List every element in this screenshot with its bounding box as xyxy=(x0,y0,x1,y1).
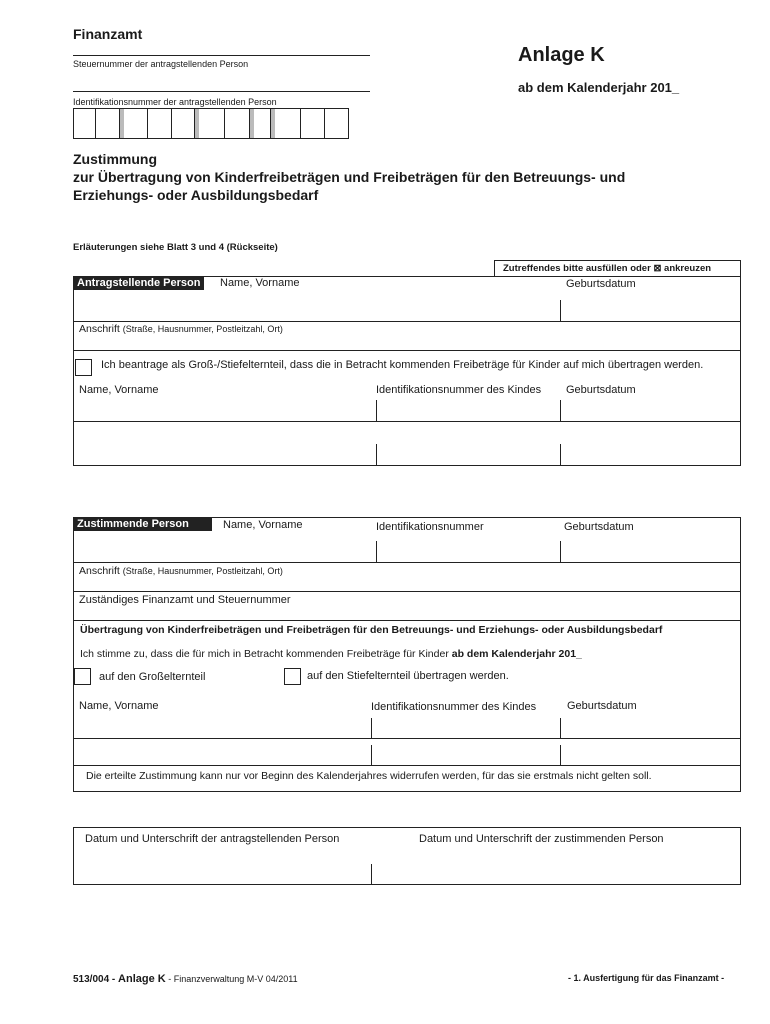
title-line3: Erziehungs- oder Ausbildungsbedarf xyxy=(73,187,319,203)
id-cell-divider xyxy=(95,109,96,138)
grandparent-option-label: auf den Großelternteil xyxy=(99,671,206,683)
applicant-address-field[interactable] xyxy=(73,335,741,350)
consenting-birth-label: Geburtsdatum xyxy=(564,521,634,533)
transfer-heading: Übertragung von Kinderfreibeträgen und Freibeträgen für den Betreuungs- und Erziehungs- oder Ausbildungsbedarf xyxy=(80,624,663,636)
consent-text-line xyxy=(80,648,582,660)
consent-child2-birth-field[interactable] xyxy=(561,739,740,765)
year-label: ab dem Kalenderjahr 201_ xyxy=(518,80,680,95)
consenting-name-field[interactable] xyxy=(73,535,375,562)
consenting-name-label: Name, Vorname xyxy=(223,519,303,531)
id-cell-divider xyxy=(224,109,225,138)
child2-id-field[interactable] xyxy=(377,422,559,465)
footer-code: 513/004 xyxy=(73,974,110,985)
applicant-signature-label: Datum und Unterschrift der antragstellenden Person xyxy=(85,833,340,845)
applicant-birth-field[interactable] xyxy=(561,293,740,321)
id-cell-separator xyxy=(119,109,124,138)
consent-child1-name-field[interactable] xyxy=(73,716,370,738)
applicant-birth-label: Geburtsdatum xyxy=(566,278,636,290)
consent-year: ab dem Kalenderjahr 201_ xyxy=(451,648,582,660)
row-divider xyxy=(73,765,741,766)
consenting-signature-label: Datum und Unterschrift der zustimmenden Person xyxy=(419,833,664,845)
applicant-name-label: Name, Vorname xyxy=(220,277,300,289)
consent-child1-id-field[interactable] xyxy=(372,716,559,738)
stepparent-option-label: auf den Stiefelternteil übertragen werden. xyxy=(307,670,509,682)
instruction-end: ankreuzen xyxy=(664,263,712,274)
consent-text: Ich stimme zu, dass die für mich in Betracht kommenden Freibeträge für Kinder xyxy=(80,648,449,660)
consent-child-id-label: Identifikationsnummer des Kindes xyxy=(371,701,537,713)
footer-left xyxy=(73,973,298,985)
id-cell-separator xyxy=(249,109,254,138)
id-cell-divider xyxy=(147,109,148,138)
consent-child2-id-field[interactable] xyxy=(372,739,559,765)
consent-child-name-label: Name, Vorname xyxy=(79,700,159,712)
consenting-id-label: Identifikationsnummer xyxy=(376,521,484,533)
consenting-office-field[interactable] xyxy=(73,607,741,620)
applicant-signature-field[interactable] xyxy=(73,848,370,884)
id-cell-separator xyxy=(194,109,199,138)
id-cell-divider xyxy=(324,109,325,138)
consent-child2-name-field[interactable] xyxy=(73,739,370,765)
applicant-name-field[interactable] xyxy=(73,293,559,321)
address-detail-text: (Straße, Hausnummer, Postleitzahl, Ort) xyxy=(122,566,283,576)
title-line2: zur Übertragung von Kinderfreibeträgen und Freibeträgen für den Betreuungs- und xyxy=(73,169,626,185)
consenting-id-field[interactable] xyxy=(377,535,559,562)
id-number-field[interactable] xyxy=(73,108,349,139)
grandparent-option-checkbox[interactable] xyxy=(74,668,91,685)
address-detail-text: (Straße, Hausnummer, Postleitzahl, Ort) xyxy=(122,324,283,334)
address-label-text: Anschrift xyxy=(79,565,120,577)
id-cell-separator xyxy=(270,109,275,138)
stepparent-option-checkbox[interactable] xyxy=(284,668,301,685)
footer-sep: - xyxy=(109,974,119,985)
footer-copy: - 1. Ausfertigung für das Finanzamt - xyxy=(568,973,725,983)
consent-child-birth-label: Geburtsdatum xyxy=(567,700,637,712)
consenting-address-label xyxy=(79,565,283,577)
office-label: Finanzamt xyxy=(73,26,143,42)
child1-birth-field[interactable] xyxy=(561,399,740,421)
child2-name-field[interactable] xyxy=(73,422,375,465)
consenting-office-label: Zuständiges Finanzamt und Steuernummer xyxy=(79,594,291,606)
revoke-note: Die erteilte Zustimmung kann nur vor Beginn des Kalenderjahres widerrufen werden, für das sie erstmals nicht gelten soll. xyxy=(86,770,652,782)
id-number-label: Identifikationsnummer der antragstellenden Person xyxy=(73,97,277,107)
grandparent-request-text: Ich beantrage als Groß-/Stiefelternteil, dass die in Betracht kommenden Freibeträge für Kinder auf mich übertragen werden. xyxy=(101,359,704,371)
child1-name-field[interactable] xyxy=(73,399,375,421)
consent-child1-birth-field[interactable] xyxy=(561,716,740,738)
footer-name: Anlage K xyxy=(118,973,166,985)
row-divider xyxy=(73,321,741,322)
id-number-line xyxy=(73,91,370,92)
consenting-signature-field[interactable] xyxy=(372,848,740,884)
address-label-text: Anschrift xyxy=(79,323,120,335)
row-divider xyxy=(73,620,741,621)
child-birth-label: Geburtsdatum xyxy=(566,384,636,396)
consenting-address-field[interactable] xyxy=(73,577,741,591)
child-name-label: Name, Vorname xyxy=(79,384,159,396)
row-divider xyxy=(73,350,741,351)
row-divider xyxy=(73,591,741,592)
child1-id-field[interactable] xyxy=(377,399,559,421)
consenting-birth-field[interactable] xyxy=(561,535,740,562)
consenting-tag: Zustimmende Person xyxy=(73,517,212,531)
applicant-address-label xyxy=(79,323,283,335)
title-line1: Zustimmung xyxy=(73,151,157,167)
tax-number-label: Steuernummer der antragstellenden Person xyxy=(73,59,249,69)
form-title: Anlage K xyxy=(518,44,605,66)
footer-publisher: - Finanzverwaltung M-V 04/2011 xyxy=(165,974,298,984)
tax-number-field[interactable] xyxy=(73,55,370,56)
row-divider xyxy=(73,562,741,563)
child2-birth-field[interactable] xyxy=(561,422,740,465)
instruction-box xyxy=(494,260,741,277)
applicant-tag: Antragstellende Person xyxy=(73,276,204,290)
checkbox-sample-icon: ⊠ xyxy=(653,263,662,274)
child-id-label: Identifikationsnummer des Kindes xyxy=(376,384,542,396)
explanations-note: Erläuterungen siehe Blatt 3 und 4 (Rückseite) xyxy=(73,242,278,253)
grandparent-request-checkbox[interactable] xyxy=(75,359,92,376)
id-cell-divider xyxy=(171,109,172,138)
instruction-text: Zutreffendes bitte ausfüllen oder xyxy=(503,263,651,274)
id-cell-divider xyxy=(300,109,301,138)
